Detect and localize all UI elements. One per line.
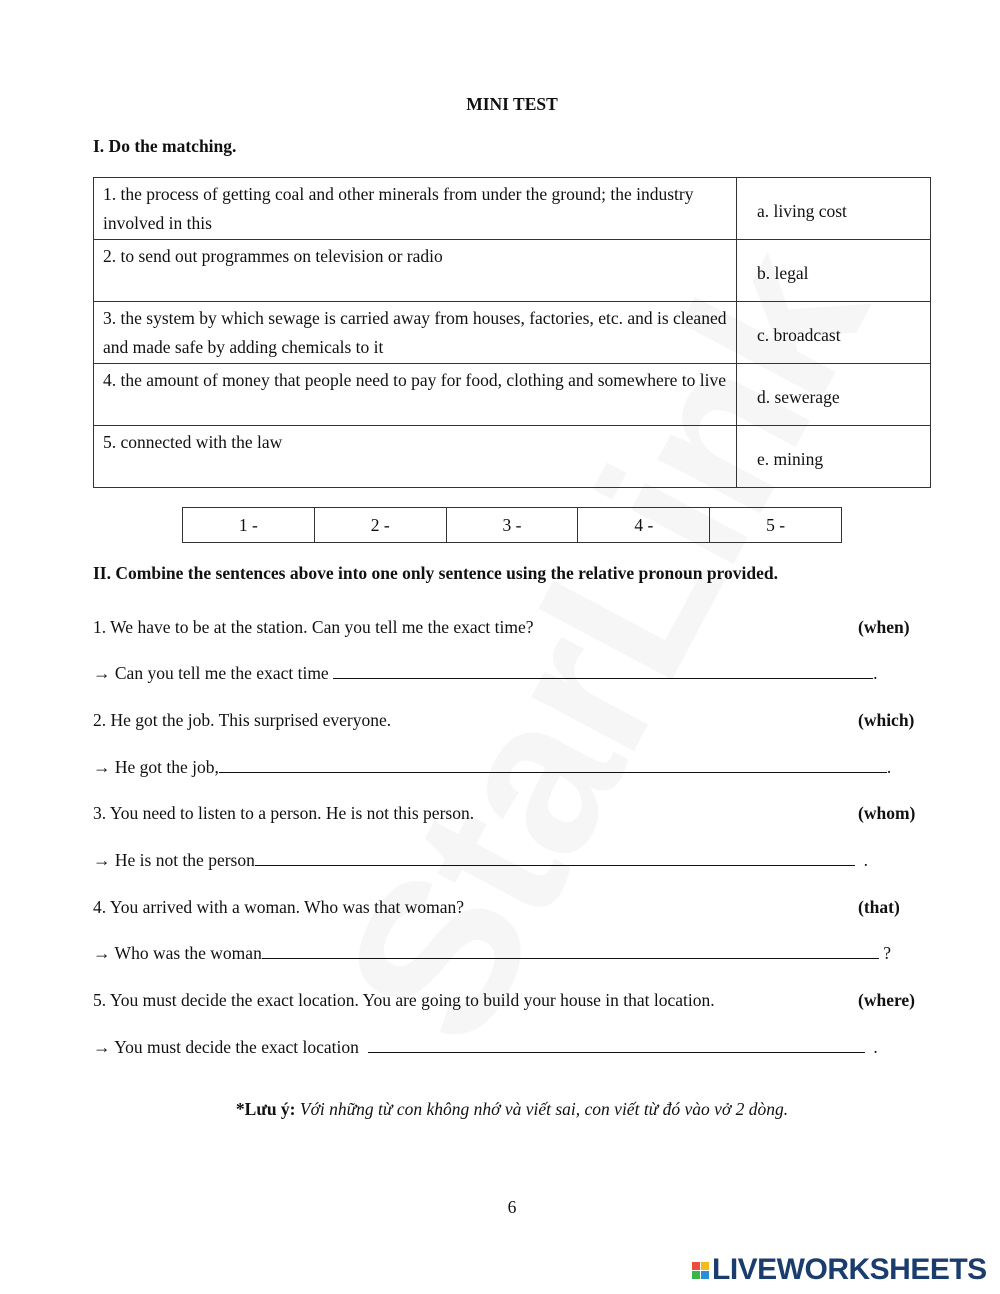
question-3: 3. You need to listen to a person. He is not this person.: [93, 803, 475, 823]
page-title: MINI TEST: [466, 94, 558, 114]
definition-cell: 2. to send out programmes on television or radio: [94, 240, 737, 302]
answer-end-2: .: [886, 757, 892, 777]
definition-cell: 4. the amount of money that people need to pay for food, clothing and somewhere to live: [94, 364, 737, 426]
note-label: *Lưu ý:: [235, 1099, 296, 1119]
answer-box-1[interactable]: 1 -: [183, 508, 315, 543]
answer-blank-4[interactable]: [262, 941, 879, 959]
option-cell: [737, 426, 931, 488]
answer-boxes: [182, 507, 842, 543]
answer-end-5: .: [873, 1037, 878, 1057]
answer-blank-2[interactable]: [219, 755, 887, 773]
answer-line-1: [93, 661, 877, 684]
answer-line-2: [93, 755, 891, 778]
question-4: 4. You arrived with a woman. Who was that woman?: [93, 897, 465, 917]
page-number: 6: [507, 1197, 517, 1217]
option-text: a. living cost: [757, 201, 847, 221]
option-text: e. mining: [757, 449, 824, 469]
section2-heading: II. Combine the sentences above into one only sentence using the relative pronoun provided.: [93, 563, 778, 583]
option-cell: [737, 302, 931, 364]
definition-cell: 3. the system by which sewage is carried away from houses, factories, etc. and is cleaned and made safe by adding chemicals to it: [94, 302, 737, 364]
option-text: d. sewerage: [757, 387, 840, 407]
answer-box-2[interactable]: 2 -: [314, 508, 446, 543]
answer-box-5[interactable]: 5 -: [710, 508, 842, 543]
answer-prompt-5: → You must decide the exact location: [93, 1037, 364, 1057]
answer-end-1: .: [873, 663, 878, 683]
liveworksheets-logo[interactable]: [692, 1253, 987, 1287]
matching-table: [93, 177, 931, 488]
answer-line-3: [93, 848, 868, 871]
answer-end-3: .: [863, 850, 868, 870]
logo-text: LIVEWORKSHEETS: [712, 1253, 987, 1286]
option-cell: [737, 240, 931, 302]
answer-blank-1[interactable]: [333, 661, 873, 679]
option-cell: [737, 364, 931, 426]
table-row: [94, 178, 931, 240]
table-row: [94, 426, 931, 488]
hint-4: (that): [858, 897, 900, 917]
table-row: [94, 364, 931, 426]
hint-1: (when): [858, 617, 910, 637]
answer-box-4[interactable]: 4 -: [578, 508, 710, 543]
hint-3: (whom): [858, 803, 916, 823]
answer-end-4: ?: [883, 943, 891, 963]
answer-prompt-1: → Can you tell me the exact time: [93, 663, 334, 683]
question-5: 5. You must decide the exact location. You are going to build your house in that location.: [93, 990, 715, 1010]
definition-cell: 1. the process of getting coal and other minerals from under the ground; the industry involved in this: [94, 178, 737, 240]
note: [0, 1099, 1000, 1120]
option-text: c. broadcast: [757, 325, 841, 345]
definition-cell: 5. connected with the law: [94, 426, 737, 488]
table-row: [94, 302, 931, 364]
answer-prompt-2: → He got the job,: [93, 757, 219, 777]
answer-line-5: [93, 1035, 878, 1058]
logo-blocks-icon: [692, 1262, 709, 1279]
answer-prompt-4: → Who was the woman: [93, 943, 262, 963]
note-text: Với những từ con không nhớ và viết sai, con viết từ đó vào vở 2 dòng.: [299, 1099, 789, 1119]
answer-line-4: [93, 941, 891, 964]
table-row: [94, 240, 931, 302]
answer-prompt-3: → He is not the person: [93, 850, 255, 870]
answer-blank-5[interactable]: [368, 1035, 865, 1053]
answer-blank-3[interactable]: [255, 848, 855, 866]
option-text: b. legal: [757, 263, 809, 283]
answer-box-3[interactable]: 3 -: [446, 508, 578, 543]
option-cell: [737, 178, 931, 240]
hint-5: (where): [858, 990, 916, 1010]
section1-heading: I. Do the matching.: [93, 136, 237, 156]
question-2: 2. He got the job. This surprised everyone.: [93, 710, 392, 730]
question-1: 1. We have to be at the station. Can you tell me the exact time?: [93, 617, 534, 637]
hint-2: (which): [858, 710, 915, 730]
